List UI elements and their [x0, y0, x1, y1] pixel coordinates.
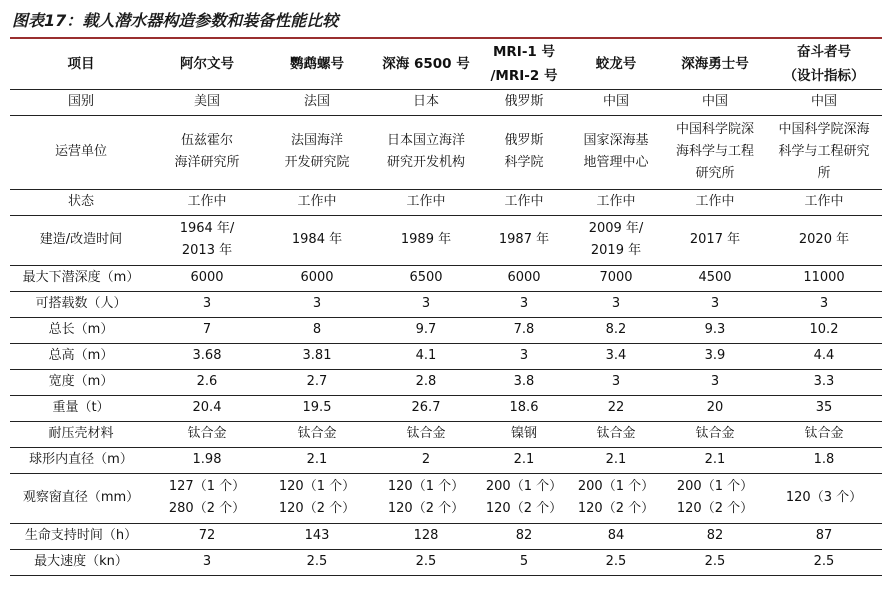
row-label: 建造/改造时间	[10, 215, 152, 265]
table-cell	[664, 447, 766, 473]
table-cell	[262, 291, 372, 317]
cell-text: 2.5	[605, 554, 627, 569]
table-cell	[766, 447, 882, 473]
header-vessel-2	[262, 40, 372, 89]
cell-text: 3	[819, 296, 829, 311]
cell-text: 3.3	[813, 374, 835, 389]
row-label: 总长（m）	[10, 317, 152, 343]
table-row	[10, 523, 882, 549]
table-row	[10, 395, 882, 421]
table-cell	[664, 369, 766, 395]
cell-text: 22	[607, 400, 625, 415]
cell-text: 开发研究院	[284, 155, 350, 170]
cell-text: 3	[202, 296, 212, 311]
cell-text: 1.8	[813, 452, 835, 467]
cell-text: 俄罗斯	[504, 133, 544, 148]
cell-text: 6000	[190, 270, 224, 285]
table-cell	[262, 89, 372, 115]
cell-text: 10.2	[809, 322, 839, 337]
table-row	[10, 447, 882, 473]
cell-text: 法国	[303, 94, 330, 109]
table-cell	[568, 317, 664, 343]
table-cell	[766, 395, 882, 421]
table-cell	[766, 215, 882, 265]
table-cell	[152, 89, 262, 115]
row-label: 总高（m）	[10, 343, 152, 369]
table-cell	[664, 343, 766, 369]
cell-text: 3.81	[302, 348, 332, 363]
table-cell	[152, 447, 262, 473]
table-row	[10, 421, 882, 447]
table-cell	[766, 421, 882, 447]
cell-text: 3.9	[704, 348, 726, 363]
table-cell	[262, 189, 372, 215]
table-row	[10, 549, 882, 575]
cell-text: 钛合金	[695, 426, 735, 441]
table-cell	[480, 215, 568, 265]
table-row	[10, 189, 882, 215]
table-cell	[766, 115, 882, 189]
table-cell	[372, 421, 480, 447]
cell-text: 2.5	[415, 554, 437, 569]
cell-text: 2019 年	[590, 243, 642, 258]
cell-text: 工作中	[504, 194, 544, 209]
table-cell	[480, 317, 568, 343]
table-cell	[152, 215, 262, 265]
table-cell	[568, 395, 664, 421]
table-cell	[152, 421, 262, 447]
table-cell	[262, 421, 372, 447]
table-row	[10, 265, 882, 291]
cell-text: 2.1	[704, 452, 726, 467]
cell-text: 2.8	[415, 374, 437, 389]
table-cell	[568, 189, 664, 215]
table-cell	[766, 343, 882, 369]
table-cell	[568, 447, 664, 473]
table-cell	[480, 291, 568, 317]
cell-text: 87	[815, 528, 833, 543]
cell-text: 4.4	[813, 348, 835, 363]
table-row	[10, 215, 882, 265]
cell-text: 海科学与工程	[675, 144, 754, 159]
cell-text: 日本	[412, 94, 439, 109]
row-label: 耐压壳材料	[10, 421, 152, 447]
cell-text: 120（1 个）	[278, 479, 356, 494]
table-cell	[152, 369, 262, 395]
header-text: /MRI-2 号	[490, 68, 558, 85]
cell-text: 120（1 个）	[387, 479, 465, 494]
cell-text: 5	[519, 554, 529, 569]
table-cell	[480, 189, 568, 215]
cell-text: 2.1	[306, 452, 328, 467]
cell-text: 1989 年	[400, 232, 452, 247]
cell-text: 120（2 个）	[577, 501, 655, 516]
cell-text: 钛合金	[596, 426, 636, 441]
table-cell	[262, 343, 372, 369]
header-text: （设计指标）	[783, 68, 865, 85]
cell-text: 2.5	[704, 554, 726, 569]
cell-text: 11000	[803, 270, 845, 285]
table-cell	[262, 369, 372, 395]
table-cell	[152, 395, 262, 421]
cell-text: 2.5	[306, 554, 328, 569]
table-cell	[262, 473, 372, 523]
cell-text: 4.1	[415, 348, 437, 363]
cell-text: 研究开发机构	[386, 155, 465, 170]
cell-text: 6000	[300, 270, 334, 285]
table-cell	[664, 317, 766, 343]
cell-text: 127（1 个）	[168, 479, 246, 494]
table-cell	[372, 447, 480, 473]
table-cell	[372, 473, 480, 523]
cell-text: 3	[421, 296, 431, 311]
table-cell	[372, 369, 480, 395]
cell-text: 2020 年	[798, 232, 850, 247]
cell-text: 工作中	[406, 194, 446, 209]
cell-text: 7.8	[513, 322, 535, 337]
table-cell	[568, 549, 664, 575]
header-vessel-1	[152, 40, 262, 89]
cell-text: 200（1 个）	[676, 479, 754, 494]
cell-text: 中国	[602, 94, 629, 109]
table-cell	[664, 291, 766, 317]
header-vessel-7	[766, 40, 882, 89]
cell-text: 3	[202, 554, 212, 569]
row-label: 宽度（m）	[10, 369, 152, 395]
cell-text: 1964 年/	[179, 221, 235, 236]
cell-text: 2.5	[813, 554, 835, 569]
cell-text: 3	[611, 374, 621, 389]
table-cell	[262, 317, 372, 343]
table-cell	[480, 265, 568, 291]
cell-text: 工作中	[596, 194, 636, 209]
cell-text: 2.1	[513, 452, 535, 467]
cell-text: 200（1 个）	[485, 479, 563, 494]
table-cell	[766, 189, 882, 215]
cell-text: 18.6	[509, 400, 539, 415]
table-cell	[372, 189, 480, 215]
cell-text: 日本国立海洋	[386, 133, 465, 148]
row-label: 最大下潜深度（m）	[10, 265, 152, 291]
table-cell	[664, 265, 766, 291]
table-cell	[568, 421, 664, 447]
cell-text: 钛合金	[187, 426, 227, 441]
header-text: 深海勇士号	[681, 56, 749, 73]
table-cell	[568, 473, 664, 523]
table-cell	[664, 189, 766, 215]
table-cell	[372, 115, 480, 189]
cell-text: 3.4	[605, 348, 627, 363]
cell-text: 科学院	[504, 155, 544, 170]
header-vessel-4	[480, 40, 568, 89]
table-cell	[152, 317, 262, 343]
row-label: 运营单位	[10, 115, 152, 189]
table-cell	[152, 523, 262, 549]
cell-text: 钛合金	[406, 426, 446, 441]
header-vessel-5	[568, 40, 664, 89]
cell-text: 所	[817, 166, 831, 181]
table-cell	[766, 473, 882, 523]
row-label: 重量（t）	[10, 395, 152, 421]
table-cell	[372, 265, 480, 291]
cell-text: 8.2	[605, 322, 627, 337]
table-cell	[766, 317, 882, 343]
table-cell	[664, 395, 766, 421]
cell-text: 俄罗斯	[504, 94, 544, 109]
table-row	[10, 473, 882, 523]
header-vessel-3	[372, 40, 480, 89]
cell-text: 35	[815, 400, 833, 415]
table-cell	[664, 421, 766, 447]
table-cell	[568, 291, 664, 317]
table-header-row	[10, 40, 882, 89]
cell-text: 19.5	[302, 400, 332, 415]
table-cell	[568, 369, 664, 395]
table-cell	[766, 89, 882, 115]
cell-text: 中国科学院深	[675, 122, 754, 137]
table-cell	[568, 265, 664, 291]
table-row	[10, 291, 882, 317]
cell-text: 国家深海基	[583, 133, 649, 148]
table-body	[10, 89, 882, 575]
table-row	[10, 369, 882, 395]
table-cell	[766, 265, 882, 291]
table-cell	[372, 343, 480, 369]
cell-text: 9.7	[415, 322, 437, 337]
cell-text: 3.68	[192, 348, 222, 363]
row-label: 国别	[10, 89, 152, 115]
cell-text: 72	[198, 528, 216, 543]
cell-text: 128	[413, 528, 439, 543]
table-cell	[480, 369, 568, 395]
comparison-table	[10, 40, 882, 576]
cell-text: 科学与工程研究	[778, 144, 870, 159]
table-cell	[262, 549, 372, 575]
cell-text: 120（2 个）	[485, 501, 563, 516]
header-vessel-6	[664, 40, 766, 89]
cell-text: 82	[515, 528, 533, 543]
cell-text: 1984 年	[291, 232, 343, 247]
table-cell	[152, 291, 262, 317]
table-row	[10, 115, 882, 189]
cell-text: 2.7	[306, 374, 328, 389]
cell-text: 镍钢	[510, 426, 537, 441]
cell-text: 3	[710, 374, 720, 389]
table-cell	[372, 523, 480, 549]
table-cell	[664, 115, 766, 189]
row-label: 最大速度（kn）	[10, 549, 152, 575]
cell-text: 1987 年	[498, 232, 550, 247]
cell-text: 海洋研究所	[174, 155, 240, 170]
cell-text: 280（2 个）	[168, 501, 246, 516]
cell-text: 143	[304, 528, 330, 543]
table-cell	[152, 265, 262, 291]
cell-text: 2017 年	[689, 232, 741, 247]
cell-text: 9.3	[704, 322, 726, 337]
table-cell	[262, 523, 372, 549]
table-cell	[262, 115, 372, 189]
cell-text: 120（3 个）	[785, 490, 863, 505]
table-cell	[664, 523, 766, 549]
table-cell	[372, 395, 480, 421]
header-text: 阿尔文号	[180, 56, 234, 73]
cell-text: 钛合金	[297, 426, 337, 441]
cell-text: 6500	[409, 270, 443, 285]
table-cell	[568, 89, 664, 115]
row-label: 生命支持时间（h）	[10, 523, 152, 549]
table-cell	[568, 343, 664, 369]
table-cell	[664, 473, 766, 523]
header-item: 项目	[10, 40, 152, 89]
table-cell	[372, 89, 480, 115]
cell-text: 中国	[701, 94, 728, 109]
cell-text: 中国	[810, 94, 837, 109]
cell-text: 美国	[193, 94, 220, 109]
cell-text: 2013 年	[181, 243, 233, 258]
table-cell	[152, 473, 262, 523]
table-cell	[568, 115, 664, 189]
header-text: 深海 6500 号	[382, 56, 470, 73]
row-label: 可搭载数（人）	[10, 291, 152, 317]
table-cell	[766, 369, 882, 395]
cell-text: 2	[421, 452, 431, 467]
table-cell	[262, 215, 372, 265]
cell-text: 法国海洋	[290, 133, 343, 148]
header-text: 鹦鹉螺号	[290, 56, 344, 73]
table-row	[10, 343, 882, 369]
cell-text: 26.7	[411, 400, 441, 415]
cell-text: 工作中	[804, 194, 844, 209]
table-cell	[766, 523, 882, 549]
table-cell	[568, 523, 664, 549]
cell-text: 工作中	[297, 194, 337, 209]
table-cell	[372, 549, 480, 575]
cell-text: 2.1	[605, 452, 627, 467]
header-text: MRI-1 号	[492, 44, 556, 61]
table-cell	[372, 291, 480, 317]
table-row	[10, 317, 882, 343]
cell-text: 20.4	[192, 400, 222, 415]
cell-text: 工作中	[187, 194, 227, 209]
row-label: 观察窗直径（mm）	[10, 473, 152, 523]
cell-text: 120（2 个）	[676, 501, 754, 516]
header-text: 奋斗者号	[797, 44, 851, 61]
cell-text: 7	[202, 322, 212, 337]
cell-text: 4500	[698, 270, 732, 285]
cell-text: 1.98	[192, 452, 222, 467]
cell-text: 120（2 个）	[278, 501, 356, 516]
cell-text: 3	[312, 296, 322, 311]
cell-text: 研究所	[695, 166, 735, 181]
table-cell	[480, 523, 568, 549]
cell-text: 120（2 个）	[387, 501, 465, 516]
table-cell	[480, 395, 568, 421]
row-label: 球形内直径（m）	[10, 447, 152, 473]
table-cell	[480, 343, 568, 369]
cell-text: 2.6	[196, 374, 218, 389]
cell-text: 8	[312, 322, 322, 337]
cell-text: 3	[519, 296, 529, 311]
cell-text: 地管理中心	[583, 155, 649, 170]
cell-text: 7000	[599, 270, 633, 285]
table-cell	[480, 549, 568, 575]
table-cell	[262, 447, 372, 473]
cell-text: 3	[611, 296, 621, 311]
cell-text: 2009 年/	[588, 221, 644, 236]
cell-text: 钛合金	[804, 426, 844, 441]
row-label: 状态	[10, 189, 152, 215]
cell-text: 6000	[507, 270, 541, 285]
table-cell	[480, 421, 568, 447]
cell-text: 工作中	[695, 194, 735, 209]
table-cell	[766, 291, 882, 317]
cell-text: 3.8	[513, 374, 535, 389]
cell-text: 3	[519, 348, 529, 363]
table-cell	[372, 215, 480, 265]
cell-text: 200（1 个）	[577, 479, 655, 494]
cell-text: 82	[706, 528, 724, 543]
table-row	[10, 89, 882, 115]
table-cell	[480, 447, 568, 473]
table-cell	[480, 115, 568, 189]
header-text: 蛟龙号	[595, 56, 637, 73]
cell-text: 84	[607, 528, 625, 543]
table-cell	[568, 215, 664, 265]
table-cell	[766, 549, 882, 575]
table-cell	[664, 89, 766, 115]
table-cell	[152, 115, 262, 189]
cell-text: 中国科学院深海	[778, 122, 870, 137]
title-rule	[10, 37, 882, 39]
table-cell	[262, 395, 372, 421]
table-cell	[152, 189, 262, 215]
table-cell	[480, 89, 568, 115]
cell-text: 3	[710, 296, 720, 311]
table-cell	[664, 215, 766, 265]
figure-title: 图表17：载人潜水器构造参数和装备性能比较	[12, 11, 339, 30]
table-cell	[152, 549, 262, 575]
table-cell	[372, 317, 480, 343]
table-cell	[480, 473, 568, 523]
cell-text: 20	[706, 400, 724, 415]
table-cell	[262, 265, 372, 291]
table-cell	[664, 549, 766, 575]
table-cell	[152, 343, 262, 369]
cell-text: 伍兹霍尔	[180, 133, 233, 148]
